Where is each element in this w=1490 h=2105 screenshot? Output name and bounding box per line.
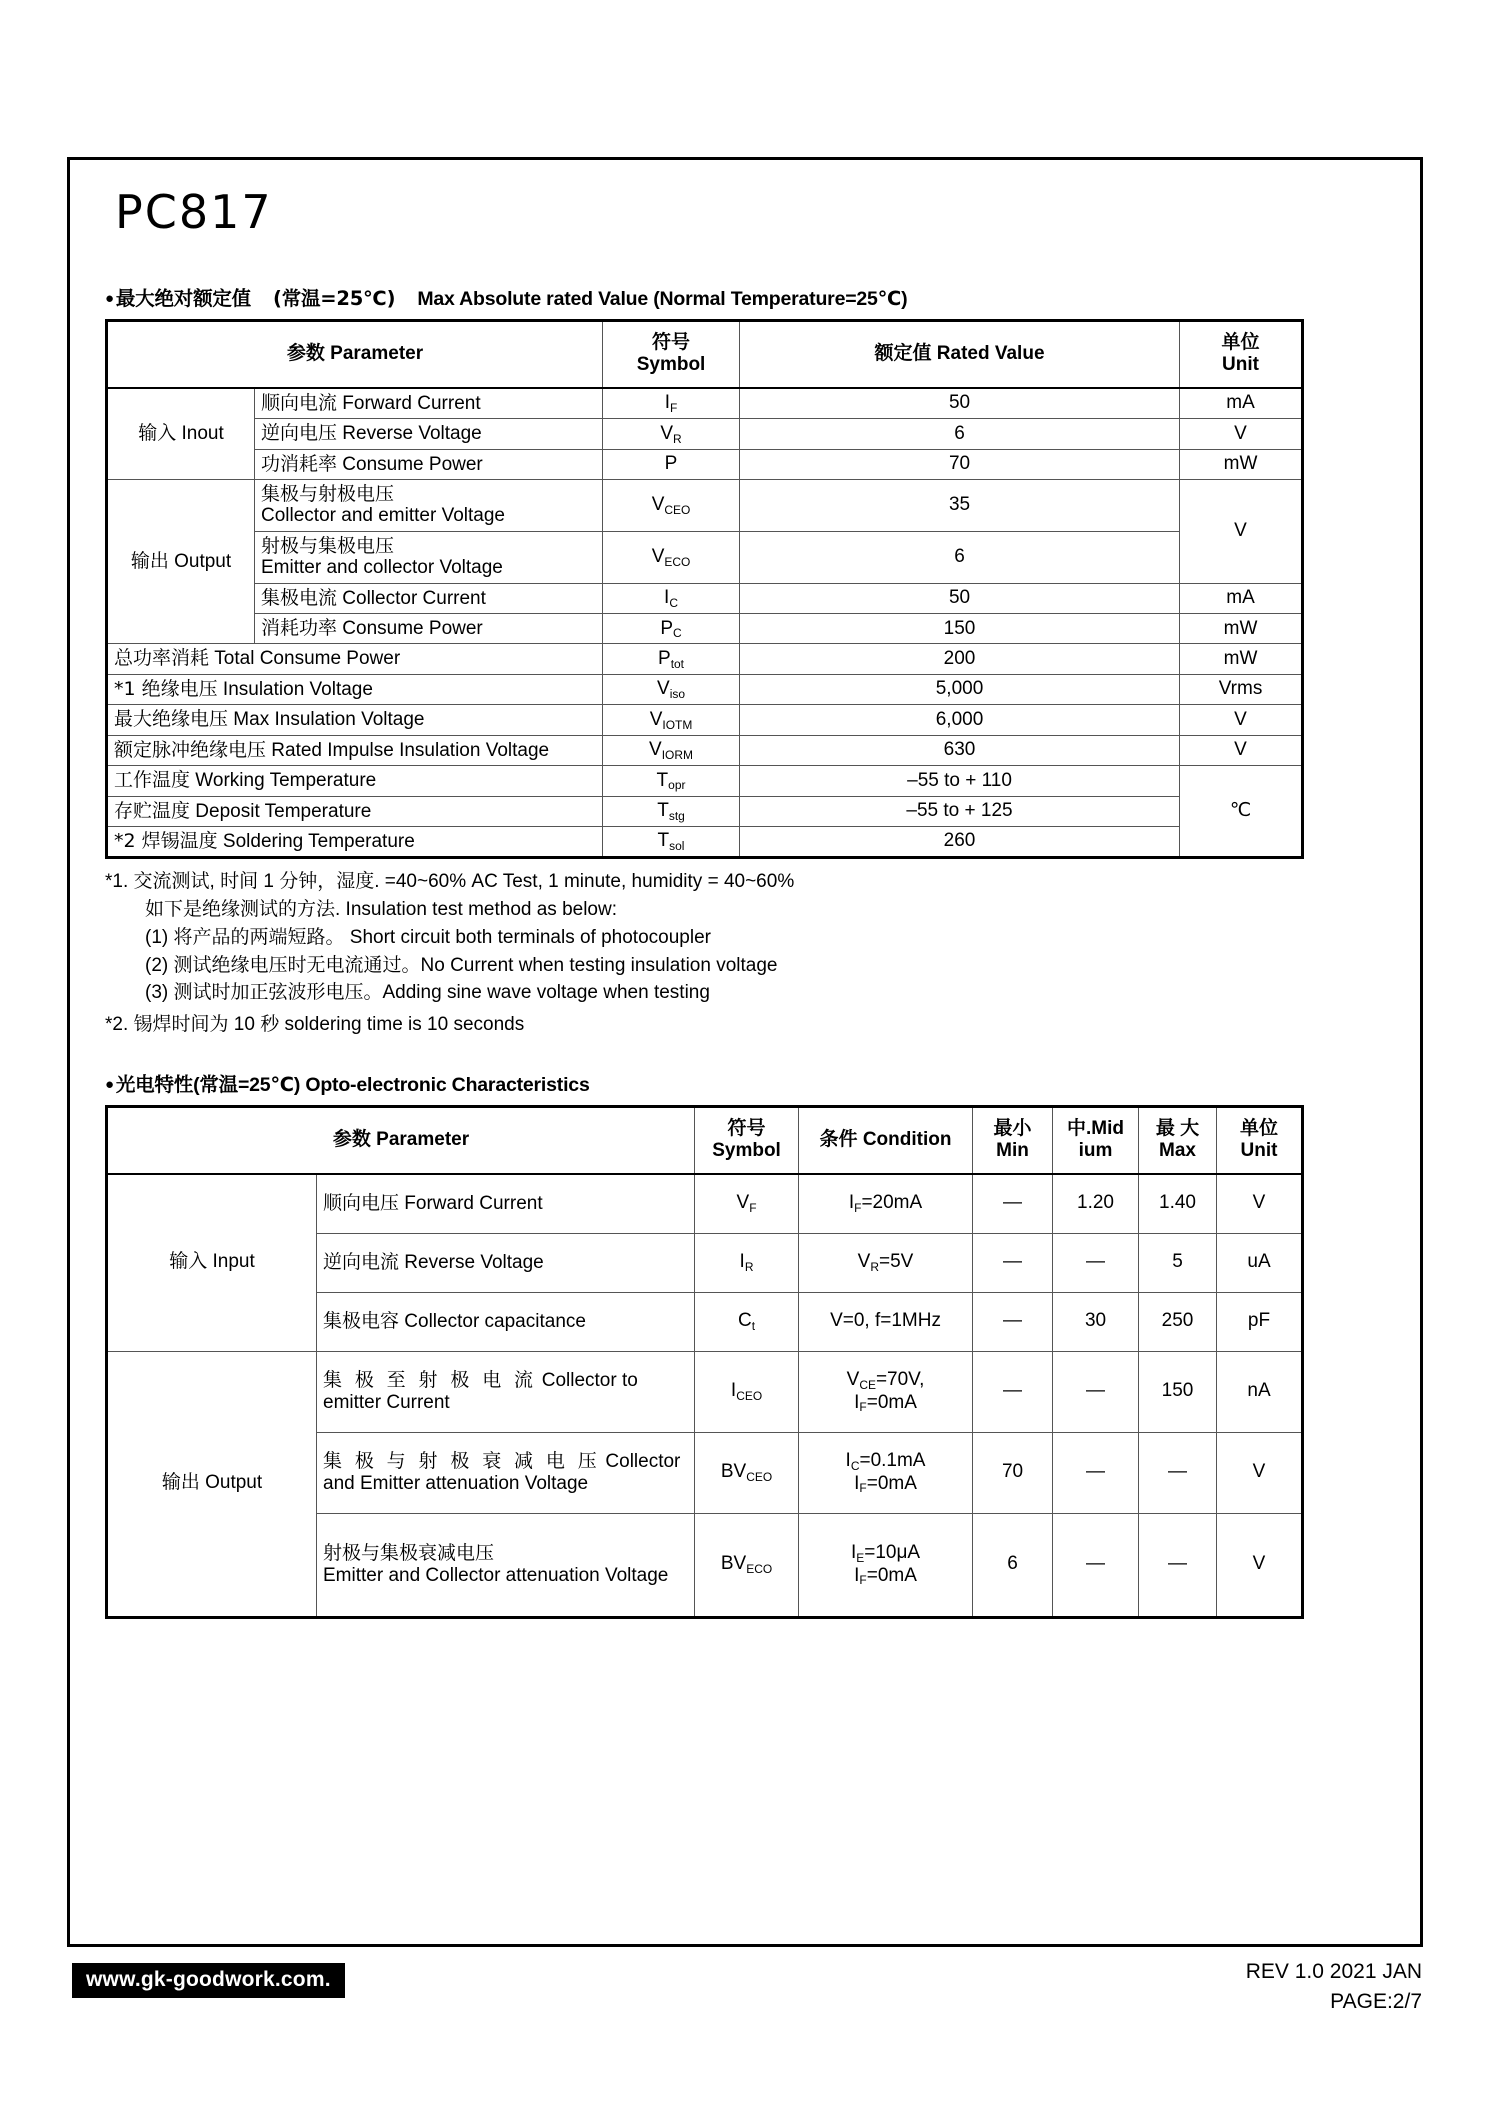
- cell-max: —: [1139, 1432, 1217, 1513]
- cell-unit: nA: [1217, 1351, 1303, 1432]
- table-row: [107, 1106, 1303, 1173]
- cell-parameter: 总功率消耗 Total Consume Power: [107, 644, 603, 674]
- cell-parameter: 功消耗率 Consume Power: [255, 449, 603, 479]
- th-symbol-cn: 符号: [652, 332, 691, 353]
- cell-min: —: [973, 1174, 1053, 1234]
- cell-symbol: $C_t$: [695, 1292, 799, 1351]
- cell-unit: mW: [1180, 644, 1303, 674]
- cell-condition: $I_F=20mA$: [799, 1174, 973, 1234]
- cell-unit: pF: [1217, 1292, 1303, 1351]
- cell-parameter: 集极电容 Collector capacitance: [317, 1292, 695, 1351]
- cell-parameter: 顺向电压 Forward Current: [317, 1174, 695, 1234]
- cell-unit: V: [1180, 419, 1303, 449]
- section1-heading-cn: 最大绝对额定值: [115, 287, 251, 310]
- cell-unit: V: [1217, 1432, 1303, 1513]
- cell-symbol: $V_{IORM}$: [603, 735, 740, 765]
- cell-rated-value: 50: [740, 583, 1180, 613]
- cell-min: —: [973, 1351, 1053, 1432]
- cell-mid: —: [1053, 1233, 1139, 1292]
- th-symbol-cn: 符号: [727, 1117, 766, 1139]
- cell-parameter: 逆向电流 Reverse Voltage: [317, 1233, 695, 1292]
- cell-max: 150: [1139, 1351, 1217, 1432]
- cell-max: 250: [1139, 1292, 1217, 1351]
- th-parameter: 参数 Parameter: [107, 1106, 695, 1173]
- cell-unit: Vrms: [1180, 674, 1303, 704]
- cell-rated-value: 6: [740, 531, 1180, 583]
- table-row: [107, 826, 1303, 857]
- cell-parameter: 额定脉冲绝缘电压 Rated Impulse Insulation Voltage: [107, 735, 603, 765]
- cell-parameter: *1 绝缘电压 Insulation Voltage: [107, 674, 603, 704]
- cell-mid: 1.20: [1053, 1174, 1139, 1234]
- th-min-en: Min: [996, 1140, 1029, 1162]
- cell-rated-value: 6: [740, 419, 1180, 449]
- cell-rated-value: 150: [740, 614, 1180, 644]
- cell-unit: mA: [1180, 388, 1303, 419]
- cell-mid: —: [1053, 1432, 1139, 1513]
- cell-min: —: [973, 1233, 1053, 1292]
- footer-page-number: PAGE:2/7: [1330, 1990, 1422, 2014]
- cell-min: 70: [973, 1432, 1053, 1513]
- bullet-icon: ●: [105, 290, 114, 307]
- cell-rated-value: 5,000: [740, 674, 1180, 704]
- footer-revision: REV 1.0 2021 JAN: [1245, 1960, 1422, 1983]
- group-label-input: 输入 Input: [107, 1174, 317, 1352]
- cell-min: —: [973, 1292, 1053, 1351]
- cell-rated-value: 6,000: [740, 705, 1180, 735]
- group-label-input: 输入 Inout: [107, 388, 255, 480]
- cell-mid: 30: [1053, 1292, 1139, 1351]
- cell-symbol: $P_C$: [603, 614, 740, 644]
- cell-parameter: 逆向电压 Reverse Voltage: [255, 419, 603, 449]
- cell-parameter: 射极与集极衰减电压 Emitter and Collector attenuation Voltage: [317, 1513, 695, 1617]
- note-1-item-2: (2) 测试绝缘电压时无电流通过。No Current when testing insulation voltage: [145, 954, 778, 976]
- cell-parameter: 顺向电流 Forward Current: [255, 388, 603, 419]
- cell-parameter: 集极与射极电压 Collector and emitter Voltage: [255, 480, 603, 532]
- cell-parameter: 最大绝缘电压 Max Insulation Voltage: [107, 705, 603, 735]
- section2-heading: 光电特性(常温=25℃) Opto-electronic Characteristics: [115, 1073, 590, 1096]
- cell-mid: —: [1053, 1513, 1139, 1617]
- th-condition: 条件 Condition: [799, 1106, 973, 1173]
- cell-parameter: 存贮温度 Deposit Temperature: [107, 796, 603, 826]
- group-label-output: 输出 Output: [107, 480, 255, 644]
- cell-rated-value: 70: [740, 449, 1180, 479]
- section-heading-max-ratings: [105, 283, 1390, 311]
- cell-symbol: $V_F$: [695, 1174, 799, 1234]
- table-row: [107, 644, 1303, 674]
- table-row: [107, 583, 1303, 613]
- cell-symbol: $T_{stg}$: [603, 796, 740, 826]
- cell-unit: V: [1217, 1174, 1303, 1234]
- cell-symbol: P: [603, 449, 740, 479]
- table-row: [107, 480, 1303, 532]
- cell-symbol: $V_{IOTM}$: [603, 705, 740, 735]
- cell-parameter: 消耗功率 Consume Power: [255, 614, 603, 644]
- table-row: [107, 796, 1303, 826]
- cell-parameter: *2 焊锡温度 Soldering Temperature: [107, 826, 603, 857]
- cell-parameter: 集 极 与 射 极 衰 减 电 压 Collector and Emitter attenuation Voltage: [317, 1432, 695, 1513]
- cell-symbol: $BV_{ECO}$: [695, 1513, 799, 1617]
- cell-unit: ℃: [1180, 766, 1303, 858]
- table-max-absolute-ratings: [105, 319, 1304, 859]
- th-mid-cn: 中.Mid: [1067, 1117, 1125, 1139]
- note-1-item-3: (3) 测试时加正弦波形电压。Adding sine wave voltage when testing: [145, 982, 710, 1004]
- cell-condition: $V_{CE}=70V$, $I_F=0mA$: [799, 1351, 973, 1432]
- cell-max: 5: [1139, 1233, 1217, 1292]
- th-min: [973, 1106, 1053, 1173]
- cell-rated-value: 50: [740, 388, 1180, 419]
- th-mid-en: ium: [1078, 1140, 1113, 1162]
- cell-unit: V: [1180, 735, 1303, 765]
- cell-symbol: $P_{tot}$: [603, 644, 740, 674]
- th-min-cn: 最小: [993, 1117, 1032, 1139]
- cell-condition: $I_E=10\mu A$ $I_F=0mA$: [799, 1513, 973, 1617]
- th-unit-en: Unit: [1222, 354, 1259, 376]
- cell-rated-value: 630: [740, 735, 1180, 765]
- th-symbol-en: Symbol: [712, 1140, 781, 1162]
- cell-rated-value: –55 to + 110: [740, 766, 1180, 796]
- group-label-output: 输出 Output: [107, 1351, 317, 1617]
- th-mid: [1053, 1106, 1139, 1173]
- cell-unit: mA: [1180, 583, 1303, 613]
- cell-symbol: $I_C$: [603, 583, 740, 613]
- cell-unit: V: [1217, 1513, 1303, 1617]
- th-unit-en: Unit: [1240, 1140, 1278, 1162]
- table-row: [107, 419, 1303, 449]
- footer-website-link[interactable]: www.gk-goodwork.com.: [72, 1963, 345, 1998]
- table-row: [107, 321, 1303, 388]
- table-row: [107, 1351, 1303, 1432]
- th-max-cn: 最 大: [1155, 1117, 1200, 1139]
- cell-condition: V=0, f=1MHz: [799, 1292, 973, 1351]
- section1-heading-en: Max Absolute rated Value (Normal Temperature=25℃): [417, 288, 908, 310]
- th-rated-value: 额定值 Rated Value: [740, 321, 1180, 388]
- th-symbol: [695, 1106, 799, 1173]
- th-max-en: Max: [1159, 1140, 1196, 1162]
- cell-symbol: $I_{CEO}$: [695, 1351, 799, 1432]
- th-symbol: [603, 321, 740, 388]
- cell-max: 1.40: [1139, 1174, 1217, 1234]
- cell-parameter: 工作温度 Working Temperature: [107, 766, 603, 796]
- cell-unit: V: [1180, 705, 1303, 735]
- cell-unit: V: [1180, 480, 1303, 584]
- cell-rated-value: 260: [740, 826, 1180, 857]
- table-row: [107, 388, 1303, 419]
- cell-rated-value: 35: [740, 480, 1180, 532]
- th-symbol-en: Symbol: [636, 354, 706, 376]
- notes-block: [105, 868, 1390, 1038]
- table-row: [107, 531, 1303, 583]
- cell-symbol: $BV_{CEO}$: [695, 1432, 799, 1513]
- footer-meta: [1246, 1957, 1422, 2018]
- bullet-icon: ●: [105, 1075, 114, 1093]
- table-row: [107, 705, 1303, 735]
- cell-min: 6: [973, 1513, 1053, 1617]
- section1-heading-temp: (常温=25℃): [272, 287, 396, 310]
- page-title: PC817: [115, 185, 273, 239]
- cell-rated-value: –55 to + 125: [740, 796, 1180, 826]
- cell-unit: uA: [1217, 1233, 1303, 1292]
- th-unit-cn: 单位: [1221, 332, 1260, 353]
- th-parameter: 参数 Parameter: [107, 321, 603, 388]
- cell-parameter: 射极与集极电压 Emitter and collector Voltage: [255, 531, 603, 583]
- note-1: *1. 交流测试, 时间 1 分钟，湿度. =40~60% AC Test, 1 minute, humidity = 40~60%: [105, 871, 795, 893]
- table-row: [107, 735, 1303, 765]
- cell-symbol: $T_{opr}$: [603, 766, 740, 796]
- th-unit: [1180, 321, 1303, 388]
- cell-condition: $V_R=5V$: [799, 1233, 973, 1292]
- page-content: [105, 175, 1390, 1619]
- note-2: *2. 锡焊时间为 10 秒 soldering time is 10 seconds: [105, 1013, 525, 1035]
- cell-condition: $I_C=0.1mA$ $I_F=0mA$: [799, 1432, 973, 1513]
- cell-symbol: $V_R$: [603, 419, 740, 449]
- th-unit-cn: 单位: [1240, 1117, 1279, 1139]
- cell-unit: mW: [1180, 449, 1303, 479]
- table-optoelectronic-characteristics: [105, 1105, 1304, 1619]
- cell-symbol: $I_F$: [603, 388, 740, 419]
- table-row: [107, 674, 1303, 704]
- note-1-item-1: (1) 将产品的两端短路。 Short circuit both terminals of photocoupler: [145, 926, 711, 948]
- table-row: [107, 614, 1303, 644]
- cell-symbol: $V_{ECO}$: [603, 531, 740, 583]
- cell-unit: mW: [1180, 614, 1303, 644]
- table-row: [107, 449, 1303, 479]
- cell-symbol: $V_{CEO}$: [603, 480, 740, 532]
- cell-rated-value: 200: [740, 644, 1180, 674]
- note-1-method: 如下是绝缘测试的方法. Insulation test method as below:: [145, 899, 617, 921]
- cell-symbol: $I_R$: [695, 1233, 799, 1292]
- table-row: [107, 766, 1303, 796]
- cell-symbol: $V_{iso}$: [603, 674, 740, 704]
- cell-max: —: [1139, 1513, 1217, 1617]
- section-heading-optoelectronic: [105, 1069, 1390, 1097]
- th-max: [1139, 1106, 1217, 1173]
- cell-parameter: 集 极 至 射 极 电 流 Collector to emitter Current: [317, 1351, 695, 1432]
- table-row: [107, 1174, 1303, 1234]
- cell-symbol: $T_{sol}$: [603, 826, 740, 857]
- th-unit: [1217, 1106, 1303, 1173]
- cell-mid: —: [1053, 1351, 1139, 1432]
- cell-parameter: 集极电流 Collector Current: [255, 583, 603, 613]
